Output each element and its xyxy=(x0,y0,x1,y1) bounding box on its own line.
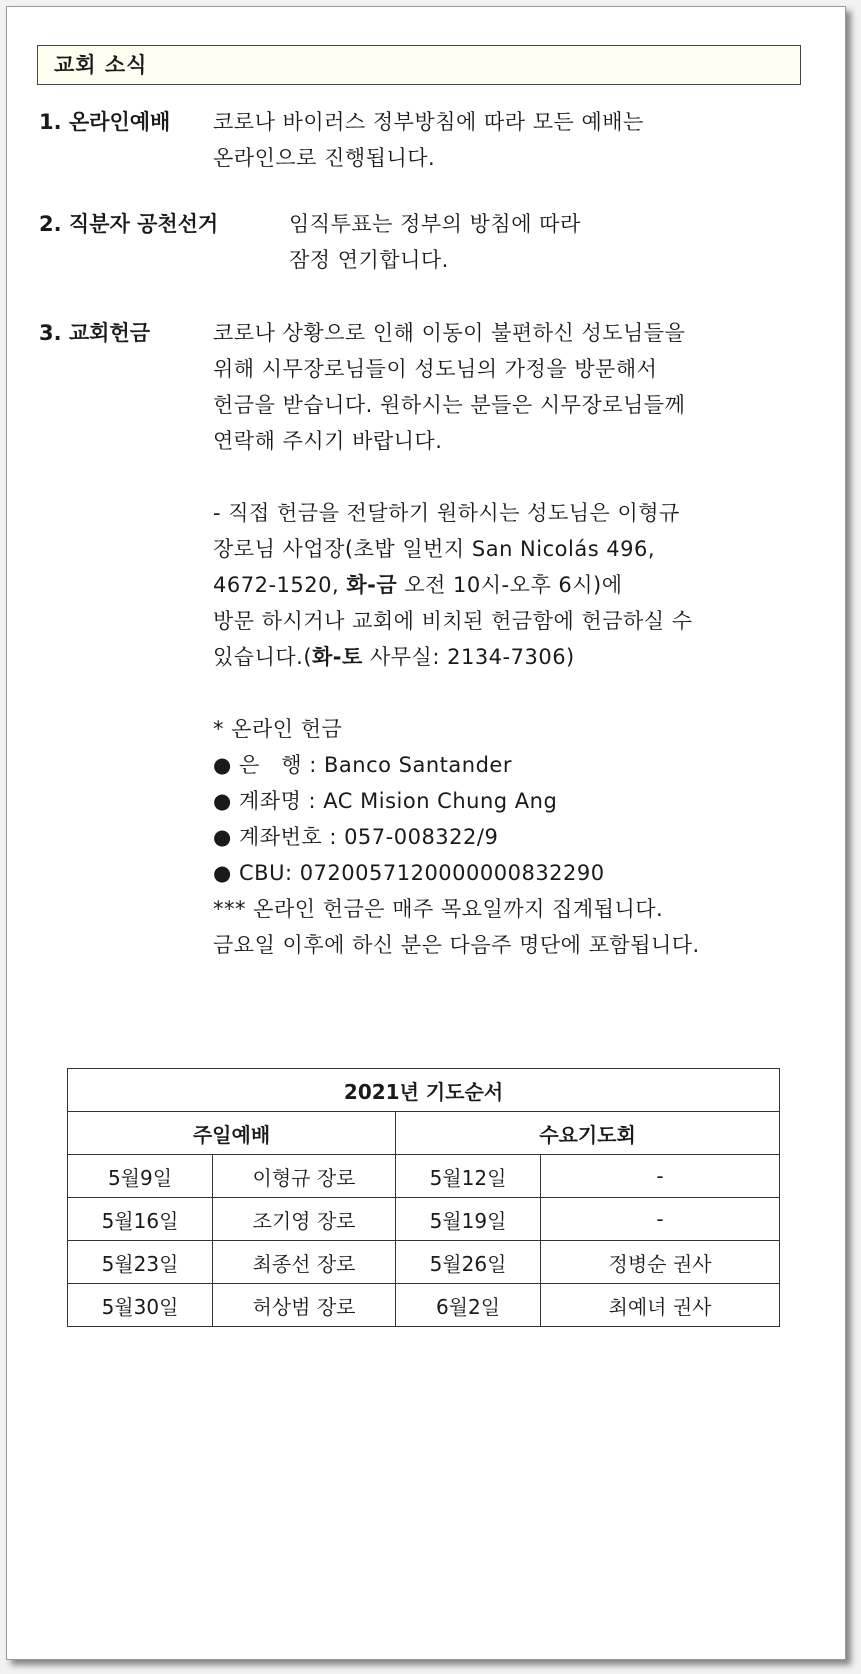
table-row xyxy=(68,1284,780,1327)
table-cell: 5월19일 xyxy=(396,1198,541,1241)
table-cell: 이형규 장로 xyxy=(213,1155,396,1198)
prayer-schedule-table xyxy=(67,1068,780,1327)
table-row xyxy=(68,1241,780,1284)
visit-line xyxy=(213,567,700,603)
cbu-line: ● CBU: 0720057120000000832290 xyxy=(213,861,605,885)
account-name-line: ● 계좌명 : AC Mision Chung Ang xyxy=(213,789,558,813)
body-line: 코로나 바이러스 정부방침에 따라 모든 예배는 xyxy=(213,110,644,134)
table-cell: 정병순 권사 xyxy=(541,1241,780,1284)
offering-note: 금요일 이후에 하신 분은 다음주 명단에 포함됩니다. xyxy=(213,933,700,957)
visit-line: 장로님 사업장(초밥 일번지 San Nicolás 496, xyxy=(213,537,656,561)
body-line: 잠정 연기합니다. xyxy=(289,248,449,272)
bulletin-page xyxy=(6,6,846,1660)
account-number-line: ● 계좌번호 : 057-008322/9 xyxy=(213,825,499,849)
table-cell: 최예녀 권사 xyxy=(541,1284,780,1327)
section-title: 3. 교회헌금 xyxy=(39,321,151,345)
section-body xyxy=(213,315,700,963)
table-cell: 6월2일 xyxy=(396,1284,541,1327)
body-line: 임직투표는 정부의 방침에 따라 xyxy=(289,212,581,236)
section-body xyxy=(289,206,581,278)
table-cell: 5월23일 xyxy=(68,1241,213,1284)
visit-days-bold: 화-금 xyxy=(346,573,398,597)
table-cell: 5월12일 xyxy=(396,1155,541,1198)
body-line: 온라인으로 진행됩니다. xyxy=(213,146,436,170)
section-body xyxy=(213,104,644,176)
header-sunday-worship: 주일예배 xyxy=(68,1112,396,1155)
church-news-header: 교회 소식 xyxy=(37,45,801,85)
online-offering-title: * 온라인 헌금 xyxy=(213,717,343,741)
visit-text: 사무실: 2134-7306) xyxy=(362,645,575,669)
bank-line: ● 은 행 : Banco Santander xyxy=(213,753,512,777)
section-title: 2. 직분자 공천선거 xyxy=(39,212,219,236)
table-cell: - xyxy=(541,1155,780,1198)
table-row xyxy=(68,1155,780,1198)
body-line: 코로나 상황으로 인해 이동이 불편하신 성도님들을 xyxy=(213,321,686,345)
table-row xyxy=(68,1198,780,1241)
table-cell: 5월16일 xyxy=(68,1198,213,1241)
header-wednesday-prayer: 수요기도회 xyxy=(396,1112,780,1155)
offering-note: *** 온라인 헌금은 매주 목요일까지 집계됩니다. xyxy=(213,897,664,921)
table-title: 2021년 기도순서 xyxy=(68,1069,780,1112)
body-line: 연락해 주시기 바랍니다. xyxy=(213,429,443,453)
visit-line: 방문 하시거나 교회에 비치된 헌금함에 헌금하실 수 xyxy=(213,609,693,633)
table-cell: 최종선 장로 xyxy=(213,1241,396,1284)
table-cell: 5월30일 xyxy=(68,1284,213,1327)
table-cell: 조기영 장로 xyxy=(213,1198,396,1241)
body-line: 위해 시무장로님들이 성도님의 가정을 방문해서 xyxy=(213,357,658,381)
section-title: 1. 온라인예배 xyxy=(39,110,171,134)
body-line: 헌금을 받습니다. 원하시는 분들은 시무장로님들께 xyxy=(213,393,686,417)
table-cell: 5월26일 xyxy=(396,1241,541,1284)
table-cell: - xyxy=(541,1198,780,1241)
visit-text: 4672-1520, xyxy=(213,573,347,597)
visit-line xyxy=(213,639,700,675)
visit-text: 오전 10시-오후 6시)에 xyxy=(397,573,623,597)
visit-text: 있습니다.( xyxy=(213,645,313,669)
table-cell: 5월9일 xyxy=(68,1155,213,1198)
office-days-bold: 화-토 xyxy=(312,645,363,669)
table-cell: 허상범 장로 xyxy=(213,1284,396,1327)
visit-line: - 직접 헌금을 전달하기 원하시는 성도님은 이형규 xyxy=(213,501,680,525)
